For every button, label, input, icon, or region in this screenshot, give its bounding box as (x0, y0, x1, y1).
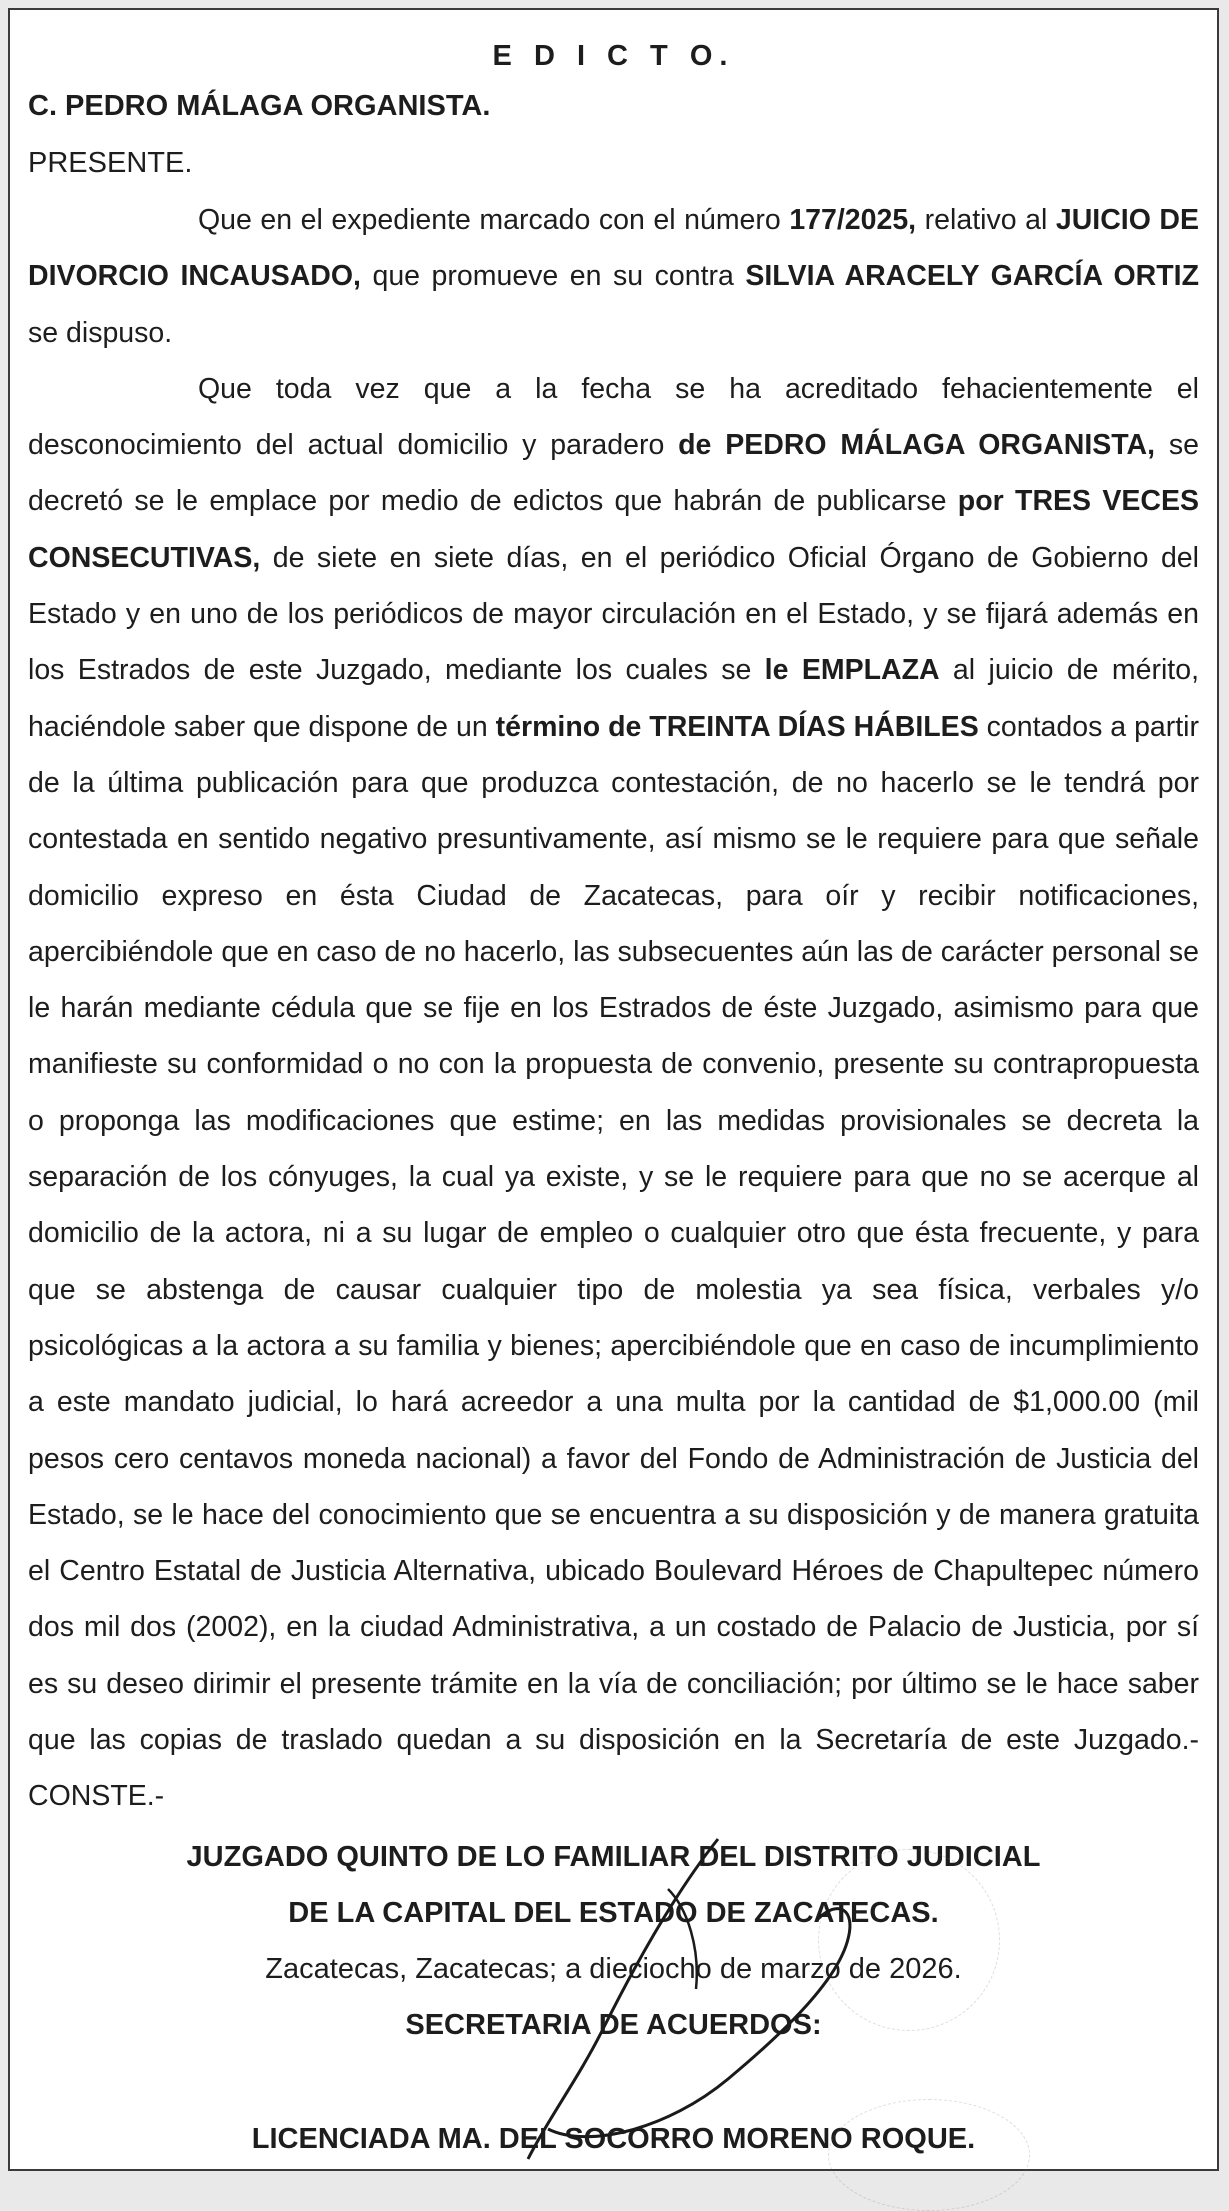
signature-space (28, 2053, 1199, 2111)
text: que promueve en su contra (360, 260, 746, 293)
case-number: 177/2025, (789, 204, 917, 236)
deadline-term: término de TREINTA DÍAS HÁBILES (495, 710, 979, 743)
paragraph-case (28, 192, 1199, 361)
court-name-line1: JUZGADO QUINTO DE LO FAMILIAR DEL DISTRITO JUDICIAL (186, 1840, 1041, 1873)
addressee: C. PEDRO MÁLAGA ORGANISTA. (28, 90, 491, 122)
text: contados a partir de la última publicación para que produzca contestación, de no hacerlo se le tendrá por contestada en sentido negativo presuntivamente, así mismo se le requiere para que señale domicilio expreso en ésta Ciudad de Zacatecas, para oír y recibir notificaciones, apercibiéndole que en caso de no hacerlo, las subsecuentes aún las de carácter personal se le harán mediante cédula que se fije en los Estrados de éste Juzgado, asimismo para que manifieste su conformidad o no con la propuesta de convenio, presente su contrapropuesta o proponga las modificaciones que estime; en las medidas provisionales se decreta la separación de los cónyuges, la cual ya existe, y se le requiere para que no se acerque al domicilio de la actora, ni a su lugar de empleo o cualquier otro que ésta frecuente, y para que se abstenga de causar cualquier tipo de molestia ya sea física, verbales y/o psicológicas a la actora a su familia y bienes; apercibiéndole que en caso de incumplimiento a este mandato judicial, lo hará acreedor a una multa por la cantidad de $1,000.00 (mil pesos cero centavos moneda nacional) a favor del Fondo de Administración de Justicia del Estado, se le hace del conocimiento que se encuentra a su disposición y de manera gratuita el Centro Estatal de Justicia Alternativa, ubicado Boulevard Héroes de Chapultepec número dos mil dos (2002), en la ciudad Administrativa, a un costado de Palacio de Justicia, por sí es su deseo dirimir el presente trámite en la vía de conciliación; por último se le hace saber que las copias de traslado quedan a su disposición en la Secretaría de este Juzgado.- CONSTE.- (28, 710, 1199, 1813)
text: al juicio de mérito, haciéndole saber que dispone de un (28, 654, 1199, 743)
signer-role: SECRETARIA DE ACUERDOS: (405, 2008, 822, 2041)
text: Que toda vez que a la fecha se ha acreditado fehacientemente el desconocimiento del actual domicilio y paradero (28, 372, 1199, 462)
publication-frequency: por TRES VECES CONSECUTIVAS, (28, 485, 1200, 574)
text: se decretó se le emplace por medio de edictos que habrán de publicarse (28, 429, 1199, 518)
court-seal (818, 1849, 1000, 2031)
court-name-line2: DE LA CAPITAL DEL ESTADO DE ZACATECAS. (288, 1896, 939, 1929)
document-body (28, 24, 1199, 2167)
court-seal-faint (828, 2099, 1030, 2211)
plaintiff-name: SILVIA ARACELY GARCÍA ORTIZ (745, 260, 1199, 293)
text: relativo al (916, 204, 1056, 236)
signature-block (28, 1829, 1199, 2167)
defendant-name: de PEDRO MÁLAGA ORGANISTA, (678, 429, 1156, 462)
case-type: JUICIO DE DIVORCIO INCAUSADO, (28, 204, 1200, 293)
document-title: E D I C T O. (492, 40, 735, 72)
document-page (8, 8, 1219, 2171)
text: de siete en siete días, en el periódico Oficial Órgano de Gobierno del Estado y en uno de los periódicos de mayor circulación en el Estado, y se fijará además en los Estrados de este Juzgado, mediante los cuales se (28, 541, 1199, 687)
text: se dispuso. (28, 316, 173, 349)
text: Que en el expediente marcado con el número (198, 204, 790, 236)
signer-name: LICENCIADA MA. DEL SOCORRO MORENO ROQUE. (251, 2122, 976, 2155)
paragraph-summons (28, 361, 1199, 1825)
summons-term: le EMPLAZA (764, 654, 940, 687)
place-date: Zacatecas, Zacatecas; a dieciocho de marzo de 2026. (265, 1952, 962, 1985)
greeting: PRESENTE. (28, 147, 193, 179)
